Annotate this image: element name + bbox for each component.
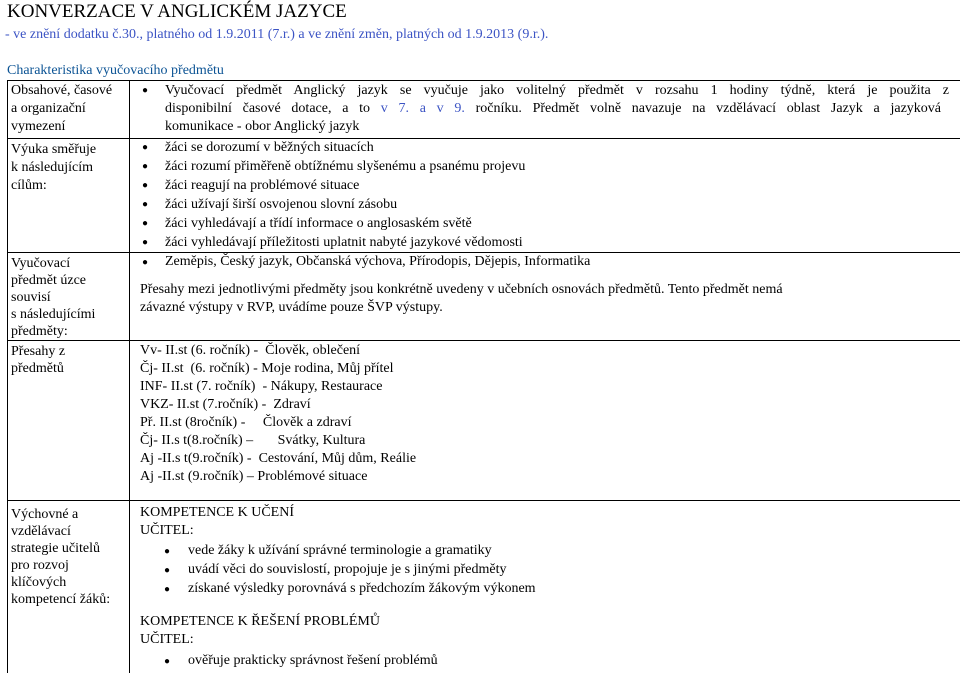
label-strategie-1: Výchovné a <box>11 507 79 522</box>
goal-item: žáci vyhledávají a třídí informace o anglosaském světě <box>165 216 472 231</box>
goal-item: žáci reagují na problémové situace <box>165 178 360 193</box>
goal-item: žáci užívají širší osvojenou slovní zásobu <box>165 197 398 212</box>
competence-heading-problems: KOMPETENCE K ŘEŠENÍ PROBLÉMŮ <box>140 614 380 629</box>
bullet-icon: ● <box>142 218 149 229</box>
goal-item: žáci se dorozumí v běžných situacích <box>165 140 374 155</box>
document-subtitle: - ve znění dodatku č.30., platného od 1.9.2011 (7.r.) a ve znění změn, platných od 1.9.2013 (9.r.). <box>5 27 549 42</box>
row1-text-line2: disponibilní časové dotace, a to v 7. a v 9. ročníku. Předmět volně navazuje na vzdělávací oblast Jazyk a jazyková <box>165 101 941 116</box>
goal-item: žáci vyhledávají příležitosti uplatnit nabyté jazykové vědomosti <box>165 235 523 250</box>
label-souvisi-2: předmět úzce <box>11 273 87 288</box>
row-divider-1 <box>7 138 960 139</box>
label-souvisi-5: předměty: <box>11 324 68 339</box>
label-strategie-2: vzdělávací <box>11 524 71 539</box>
competence-heading-learning: KOMPETENCE K UČENÍ <box>140 505 294 520</box>
label-strategie-3: strategie učitelů <box>11 541 101 556</box>
row-divider-4 <box>7 500 960 501</box>
bullet-icon: ● <box>142 142 149 153</box>
competence-item: uvádí věci do souvislostí, propojuje je s jinými předměty <box>188 562 507 577</box>
label-vyuka-1: Výuka směřuje <box>11 142 97 157</box>
goal-item: žáci rozumí přiměřeně obtížnému slyšenému a psanému projevu <box>165 159 526 174</box>
label-obsahove-2: a organizační <box>11 101 86 116</box>
label-strategie-6: kompetencí žáků: <box>11 592 111 607</box>
competence-item: ověřuje prakticky správnost řešení problémů <box>188 653 438 668</box>
column-divider <box>129 80 130 673</box>
teacher-label: UČITEL: <box>140 523 194 538</box>
competence-item: získané výsledky porovnává s předchozím žákovým výkonem <box>188 581 536 596</box>
overlap-line: VKZ- II.st (7.ročník) - Zdraví <box>140 397 311 412</box>
overlap-line: Př. II.st (8ročník) - Člověk a zdraví <box>140 415 352 430</box>
overlap-note-line2: závazné výstupy v RVP, uvádíme pouze ŠVP výstupy. <box>140 300 443 315</box>
bullet-icon: ● <box>142 180 149 191</box>
bullet-icon: ● <box>164 584 171 595</box>
bullet-icon: ● <box>164 656 171 667</box>
bullet-icon: ● <box>164 546 171 557</box>
bullet-icon: ● <box>142 199 149 210</box>
label-souvisi-3: souvisí <box>11 290 51 305</box>
row1-text-line3: komunikace - obor Anglický jazyk <box>165 119 360 134</box>
label-strategie-4: pro rozvoj <box>11 558 69 573</box>
overlap-line: Aj -II.s t(9.ročník) - Cestování, Můj dům, Reálie <box>140 451 417 466</box>
bullet-icon: ● <box>142 85 149 96</box>
teacher-label: UČITEL: <box>140 632 194 647</box>
bullet-icon: ● <box>142 161 149 172</box>
overlap-line: INF- II.st (7. ročník) - Nákupy, Restaurace <box>140 379 383 394</box>
table-left-border <box>7 80 8 673</box>
label-presahy-1: Přesahy z <box>11 344 66 359</box>
overlap-line: Vv- II.st (6. ročník) - Člověk, oblečení <box>140 343 361 358</box>
label-obsahove-1: Obsahové, časové <box>11 83 113 98</box>
label-strategie-5: klíčových <box>11 575 67 590</box>
overlap-line: Čj- II.st (6. ročník) - Moje rodina, Můj přítel <box>140 361 394 376</box>
overlap-line: Čj- II.s t(8.ročník) – Svátky, Kultura <box>140 433 366 448</box>
section-heading: Charakteristika vyučovacího předmětu <box>7 63 224 78</box>
label-presahy-2: předmětů <box>11 361 64 376</box>
table-top-border <box>7 80 960 81</box>
label-obsahove-3: vymezení <box>11 119 66 134</box>
bullet-icon: ● <box>142 237 149 248</box>
bullet-icon: ● <box>164 565 171 576</box>
label-souvisi-4: s následujícími <box>11 307 96 322</box>
bullet-icon: ● <box>142 257 149 268</box>
row-divider-3 <box>7 340 960 341</box>
label-souvisi-1: Vyučovací <box>11 256 71 271</box>
label-vyuka-2: k následujícím <box>11 160 94 175</box>
overlap-line: Aj -II.st (9.ročník) – Problémové situace <box>140 469 368 484</box>
competence-item: vede žáky k užívání správné terminologie a gramatiky <box>188 543 492 558</box>
related-subjects: Zeměpis, Český jazyk, Občanská výchova, Přírodopis, Dějepis, Informatika <box>165 254 591 269</box>
label-vyuka-3: cílům: <box>11 178 47 193</box>
overlap-note-line1: Přesahy mezi jednotlivými předměty jsou konkrétně uvedeny v učebních osnovách předmětů. Tento předmět nemá <box>140 282 783 297</box>
document-title: KONVERZACE V ANGLICKÉM JAZYCE <box>7 1 347 22</box>
row1-text-line1: Vyučovací předmět Anglický jazyk se vyučuje jako volitelný předmět v rozsahu 1 hodiny týdně, která je použita z <box>165 83 949 98</box>
